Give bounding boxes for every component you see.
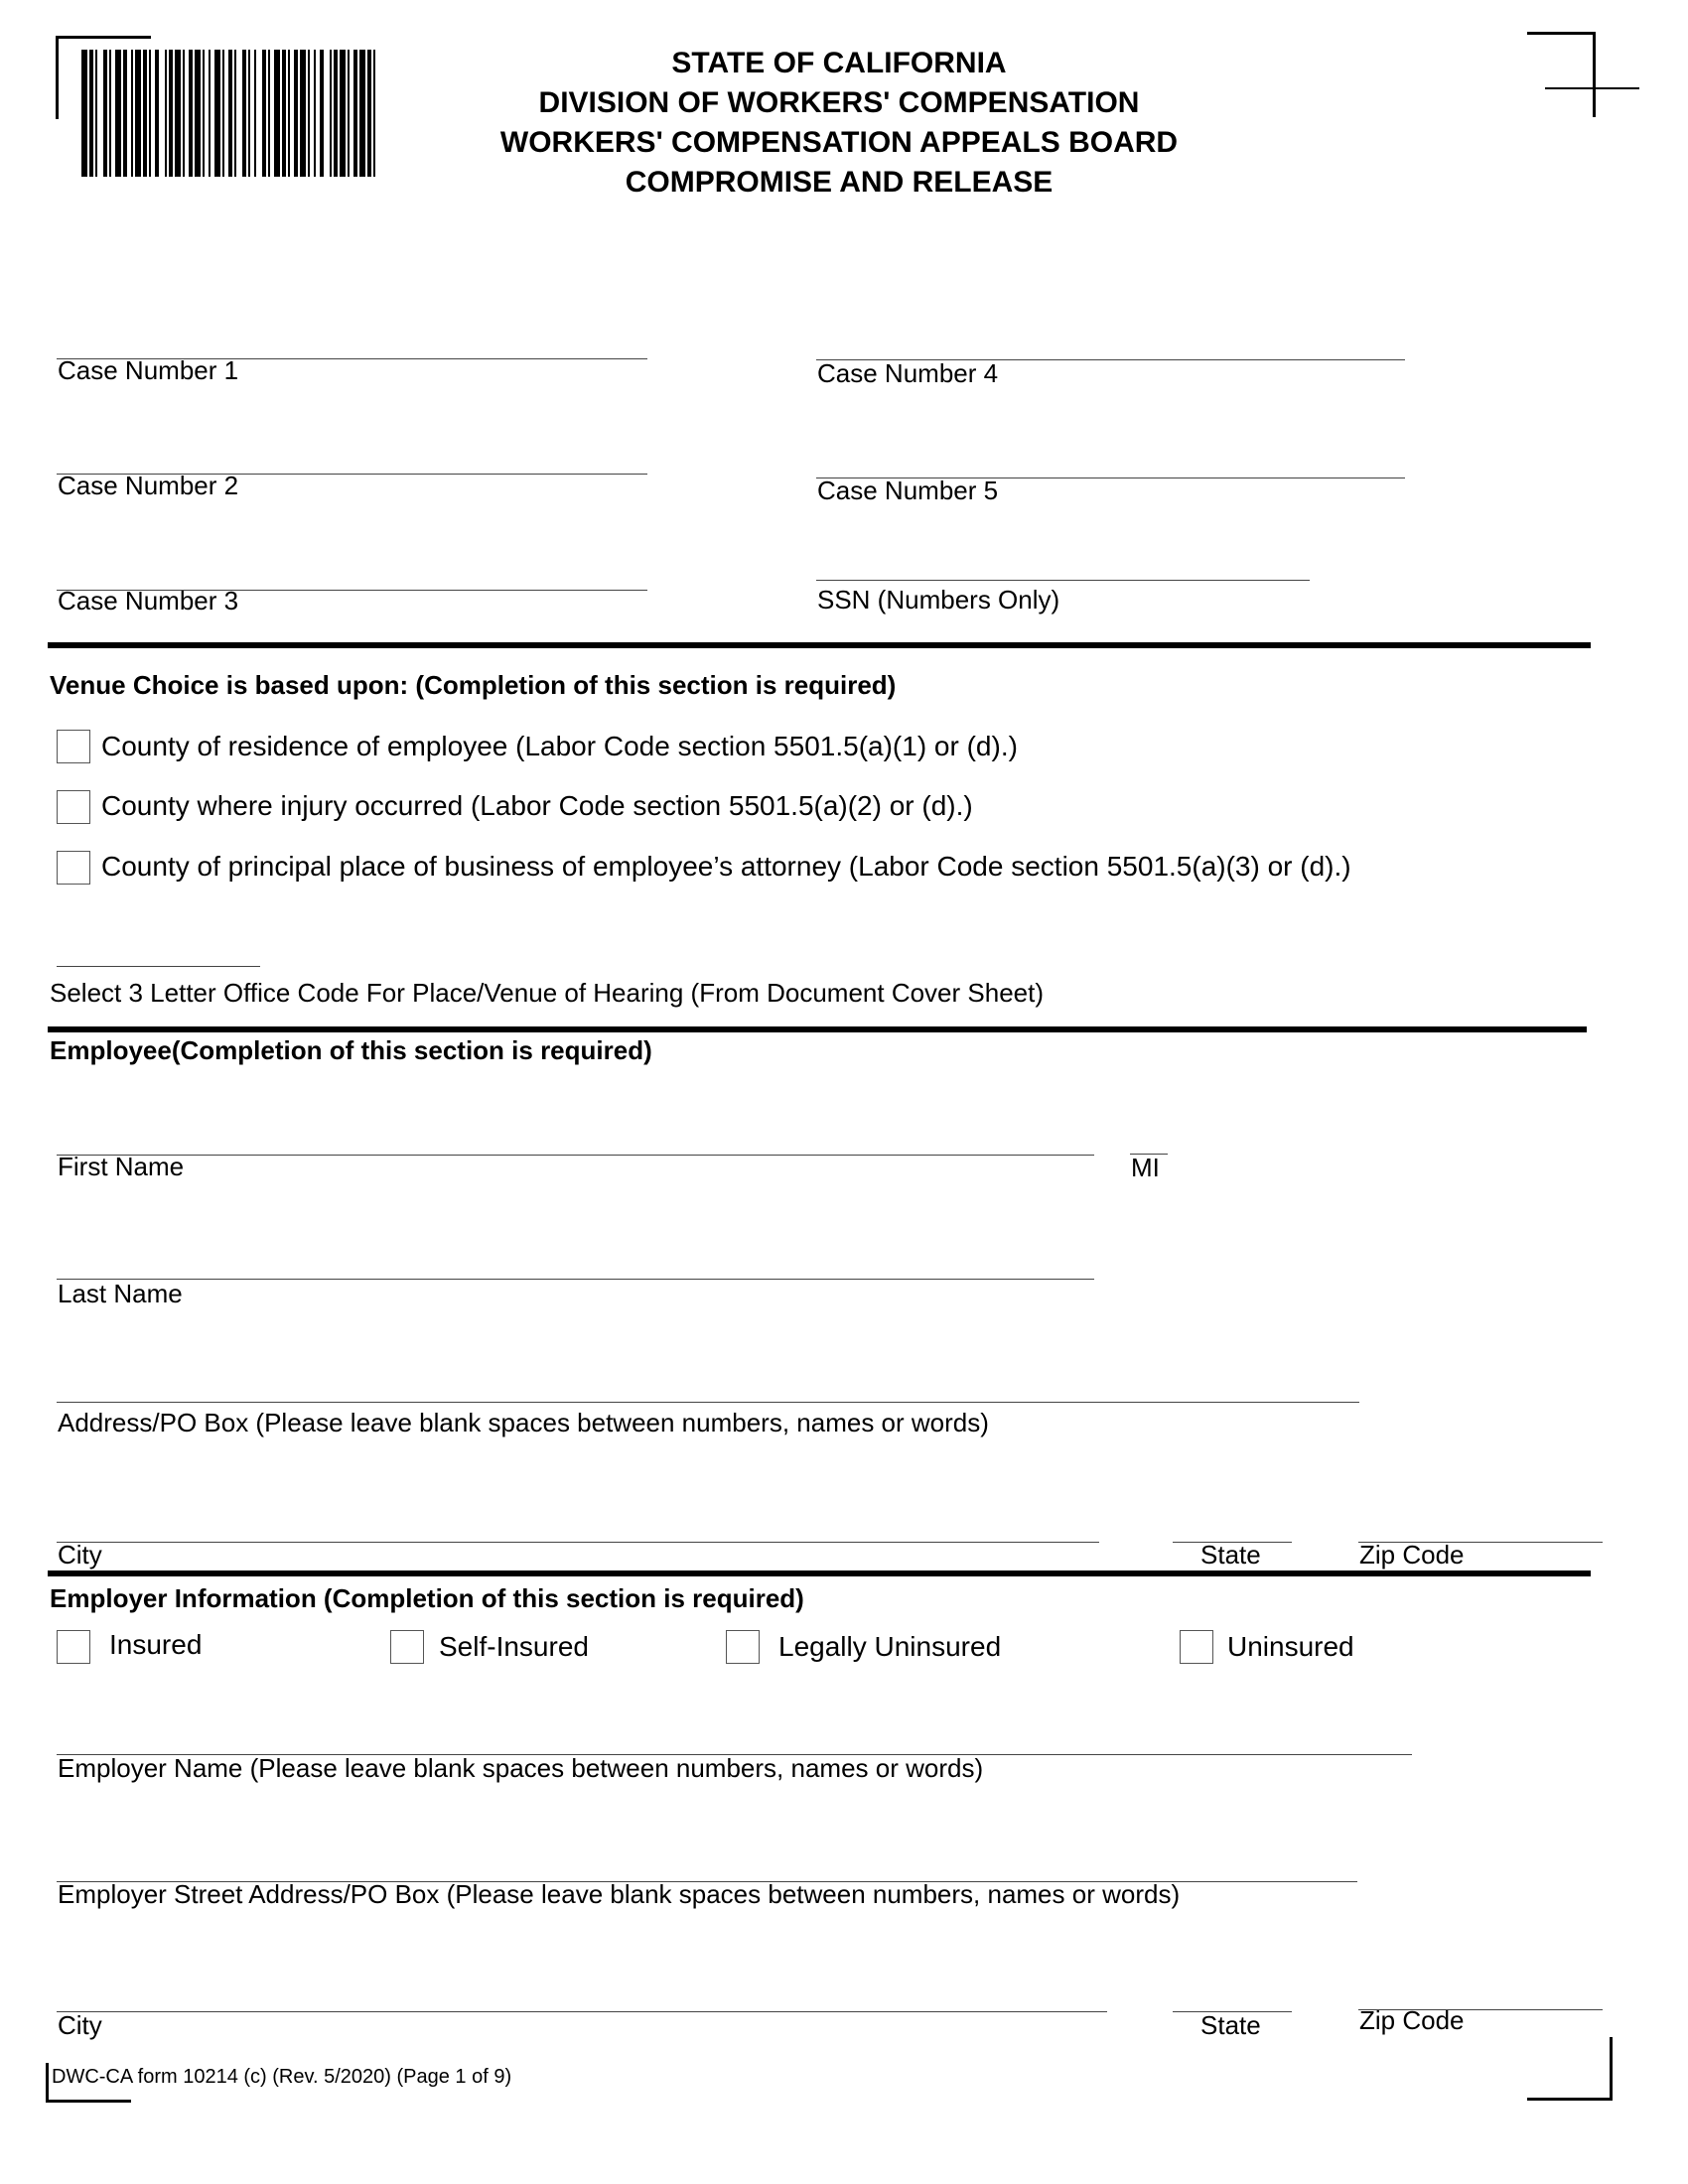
title-line-3: WORKERS' COMPENSATION APPEALS BOARD xyxy=(499,126,1179,159)
employer-name-label: Employer Name (Please leave blank spaces between numbers, names or words) xyxy=(58,1753,984,1783)
registration-mark-bottom-right-vertical xyxy=(1610,2037,1613,2101)
office-code-line xyxy=(57,966,260,967)
form-footer: DWC-CA form 10214 (c) (Rev. 5/2020) (Page 1 of 9) xyxy=(52,2066,512,2088)
employer-legally-uninsured-checkbox[interactable] xyxy=(726,1630,760,1664)
employee-first-name-line xyxy=(57,1155,1094,1156)
case-number-4-input[interactable] xyxy=(817,329,1403,358)
employee-city-input[interactable] xyxy=(58,1511,1098,1541)
employee-state-input[interactable] xyxy=(1174,1511,1290,1541)
case-number-3-label: Case Number 3 xyxy=(58,586,239,615)
employer-self-insured-checkbox[interactable] xyxy=(390,1630,424,1664)
employer-street-input[interactable] xyxy=(58,1850,1355,1880)
office-code-input[interactable] xyxy=(58,935,258,965)
case-number-5-label: Case Number 5 xyxy=(817,476,999,505)
registration-mark-top-left-vertical xyxy=(56,36,59,119)
employer-city-label: City xyxy=(58,2010,102,2040)
section-divider-employer xyxy=(48,1570,1591,1576)
venue-attorney-label: County of principal place of business of employee’s attorney (Labor Code section 5501.5(a)(3) or (d).) xyxy=(101,851,1351,882)
employee-city-line xyxy=(57,1542,1099,1543)
employee-mi-input[interactable] xyxy=(1131,1124,1167,1154)
employee-address-label: Address/PO Box (Please leave blank spaces between numbers, names or words) xyxy=(58,1408,989,1437)
employee-mi-label: MI xyxy=(1131,1153,1160,1182)
case-number-3-input[interactable] xyxy=(58,558,645,588)
section-divider-venue xyxy=(48,642,1591,648)
employer-city-input[interactable] xyxy=(58,1980,1105,2010)
employer-street-label: Employer Street Address/PO Box (Please leave blank spaces between numbers, names or words) xyxy=(58,1879,1181,1909)
case-number-2-input[interactable] xyxy=(58,443,645,473)
registration-mark-bottom-right-horizontal xyxy=(1527,2098,1613,2101)
title-line-1: STATE OF CALIFORNIA xyxy=(671,47,1007,79)
employer-insured-label: Insured xyxy=(109,1629,203,1660)
employer-state-input[interactable] xyxy=(1174,1980,1290,2010)
employee-last-name-label: Last Name xyxy=(58,1279,183,1308)
case-number-5-input[interactable] xyxy=(817,447,1403,477)
employee-first-name-label: First Name xyxy=(58,1152,185,1181)
case-number-4-label: Case Number 4 xyxy=(817,358,999,388)
employer-zip-input[interactable] xyxy=(1359,1979,1601,2008)
employee-address-line xyxy=(57,1402,1359,1403)
venue-heading: Venue Choice is based upon: (Completion of this section is required) xyxy=(50,670,897,700)
form-title xyxy=(442,44,1236,203)
registration-mark-top-right-cross xyxy=(1545,87,1639,89)
case-number-2-label: Case Number 2 xyxy=(58,471,239,500)
venue-residence-label: County of residence of employee (Labor Code section 5501.5(a)(1) or (d).) xyxy=(101,731,1018,761)
employer-uninsured-label: Uninsured xyxy=(1227,1631,1354,1662)
ssn-label: SSN (Numbers Only) xyxy=(817,585,1060,614)
registration-mark-top-left-horizontal xyxy=(56,36,151,39)
title-line-4: COMPROMISE AND RELEASE xyxy=(625,166,1054,199)
employer-state-label: State xyxy=(1200,2010,1261,2040)
venue-residence-checkbox[interactable] xyxy=(57,730,90,763)
employer-heading: Employer Information (Completion of this section is required) xyxy=(50,1583,804,1613)
venue-injury-checkbox[interactable] xyxy=(57,790,90,824)
case-number-1-input[interactable] xyxy=(58,328,645,357)
employer-legally-uninsured-label: Legally Uninsured xyxy=(778,1631,1002,1662)
venue-injury-label: County where injury occurred (Labor Code section 5501.5(a)(2) or (d).) xyxy=(101,790,973,821)
employee-city-label: City xyxy=(58,1540,102,1570)
office-code-label: Select 3 Letter Office Code For Place/Venue of Hearing (From Document Cover Sheet) xyxy=(50,978,1044,1008)
employee-state-label: State xyxy=(1200,1540,1261,1570)
venue-attorney-checkbox[interactable] xyxy=(57,851,90,885)
employee-heading: Employee(Completion of this section is required) xyxy=(50,1035,652,1065)
employer-name-input[interactable] xyxy=(58,1723,1410,1753)
section-divider-employee xyxy=(48,1026,1587,1032)
employee-zip-input[interactable] xyxy=(1359,1511,1601,1541)
employee-zip-label: Zip Code xyxy=(1359,1540,1465,1570)
registration-mark-top-right-vertical xyxy=(1593,32,1596,117)
employee-first-name-input[interactable] xyxy=(58,1124,1092,1154)
employer-insured-checkbox[interactable] xyxy=(57,1630,90,1664)
employee-last-name-line xyxy=(57,1279,1094,1280)
title-line-2: DIVISION OF WORKERS' COMPENSATION xyxy=(538,86,1140,119)
registration-mark-bottom-left-vertical xyxy=(46,2063,49,2103)
ssn-input[interactable] xyxy=(817,549,1308,579)
case-number-1-label: Case Number 1 xyxy=(58,355,239,385)
registration-mark-top-right-horizontal xyxy=(1527,32,1595,35)
employer-zip-label: Zip Code xyxy=(1359,2005,1465,2035)
employee-last-name-input[interactable] xyxy=(58,1248,1092,1278)
employer-city-line xyxy=(57,2011,1107,2012)
ssn-line xyxy=(816,580,1310,581)
employer-uninsured-checkbox[interactable] xyxy=(1180,1630,1213,1664)
employer-self-insured-label: Self-Insured xyxy=(439,1631,589,1662)
barcode xyxy=(81,50,437,177)
registration-mark-bottom-left-horizontal xyxy=(46,2100,131,2103)
employee-address-input[interactable] xyxy=(58,1371,1357,1401)
